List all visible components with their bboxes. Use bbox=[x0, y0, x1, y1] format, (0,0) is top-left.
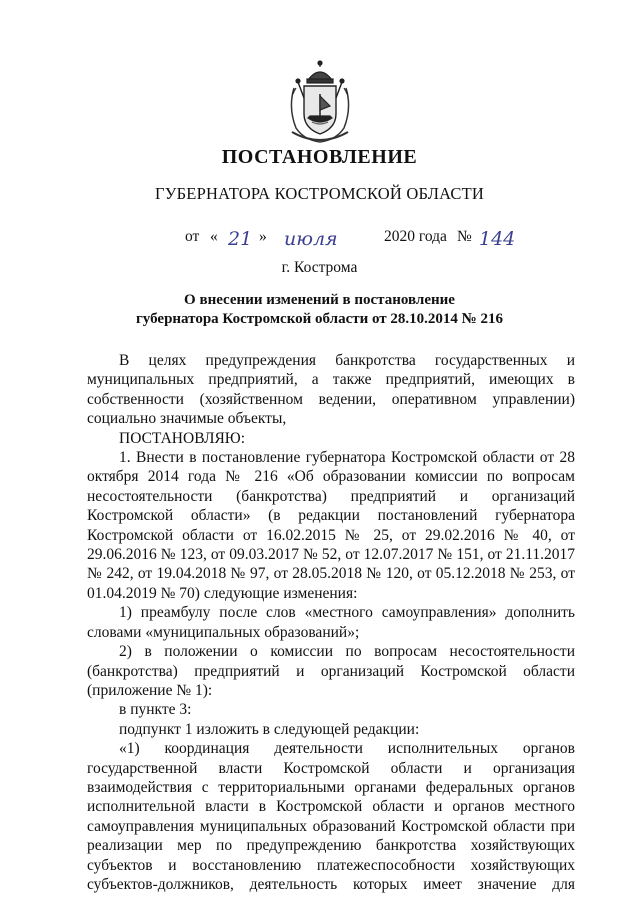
date-close-quote: » bbox=[259, 228, 267, 245]
heading-line-2: губернатора Костромской области от 28.10.2014 № 216 bbox=[136, 311, 503, 327]
date-from: от bbox=[185, 228, 200, 245]
quoted-subpoint-paragraph: «1) координация деятельности исполнительных органов государственной власти Костромской области и организация взаимодействия с территориальными органами федеральных органов исполнительной власти в Костромской области и органов местного самоуправления муниципальных образований Костромской области при реализации мер по предупреждению банкротства хозяйствующих субъектов и восстановлению платежеспособности хозяйствующих субъектов-должников, деятельность которых имеет значение для bbox=[87, 740, 575, 893]
date-open-quote: « bbox=[210, 228, 218, 245]
document-title: ПОСТАНОВЛЕНИЕ bbox=[221, 146, 418, 168]
coat-of-arms-icon bbox=[284, 58, 356, 144]
handwritten-number: 144 bbox=[479, 228, 516, 250]
document-heading bbox=[0, 291, 639, 329]
date-year: 2020 года bbox=[384, 228, 447, 245]
handwritten-month: июля bbox=[284, 228, 338, 250]
city: г. Кострома bbox=[281, 259, 358, 276]
subitem-1-paragraph: 1) преамбулу после слов «местного самоуправления» дополнить словами «муниципальных образований»; bbox=[87, 604, 575, 641]
number-sign: № bbox=[457, 228, 472, 245]
document-body bbox=[87, 351, 575, 894]
subpoint-1-paragraph: подпункт 1 изложить в следующей редакции: bbox=[119, 720, 420, 738]
item-1-paragraph: 1. Внести в постановление губернатора Костромской области от 28 октября 2014 года № 216 «Об образовании комиссии по вопросам несостоятельности (банкротства) предприятий и организаций Костромской области» (в редакции постановлений губернатора Костромской области от 16.02.2015 № 25, от 29.02.2016 № 40, от 29.06.2016 № 123, от 09.03.2017 № 52, от 12.07.2017 № 151, от 21.11.2017 № 242, от 19.04.2018 № 97, от 28.05.2018 № 120, от 05.12.2018 № 253, от 01.04.2019 № 70) следующие изменения: bbox=[87, 449, 575, 602]
point-3-paragraph: в пункте 3: bbox=[119, 701, 192, 719]
heading-line-1: О внесении изменений в постановление bbox=[184, 292, 455, 308]
decree-word: ПОСТАНОВЛЯЮ: bbox=[119, 429, 246, 447]
handwritten-day: 21 bbox=[228, 228, 253, 250]
document-subtitle: ГУБЕРНАТОРА КОСТРОМСКОЙ ОБЛАСТИ bbox=[155, 184, 484, 203]
date-line bbox=[0, 222, 639, 250]
preamble-paragraph: В целях предупреждения банкротства государственных и муниципальных предприятий, а также предприятий, имеющих в собственности (хозяйственном ведении, оперативном управлении) социально значимые объекты, bbox=[87, 352, 575, 428]
subitem-2-paragraph: 2) в положении о комиссии по вопросам несостоятельности (банкротства) предприятий и организаций Костромской области (приложение № 1): bbox=[87, 643, 575, 699]
